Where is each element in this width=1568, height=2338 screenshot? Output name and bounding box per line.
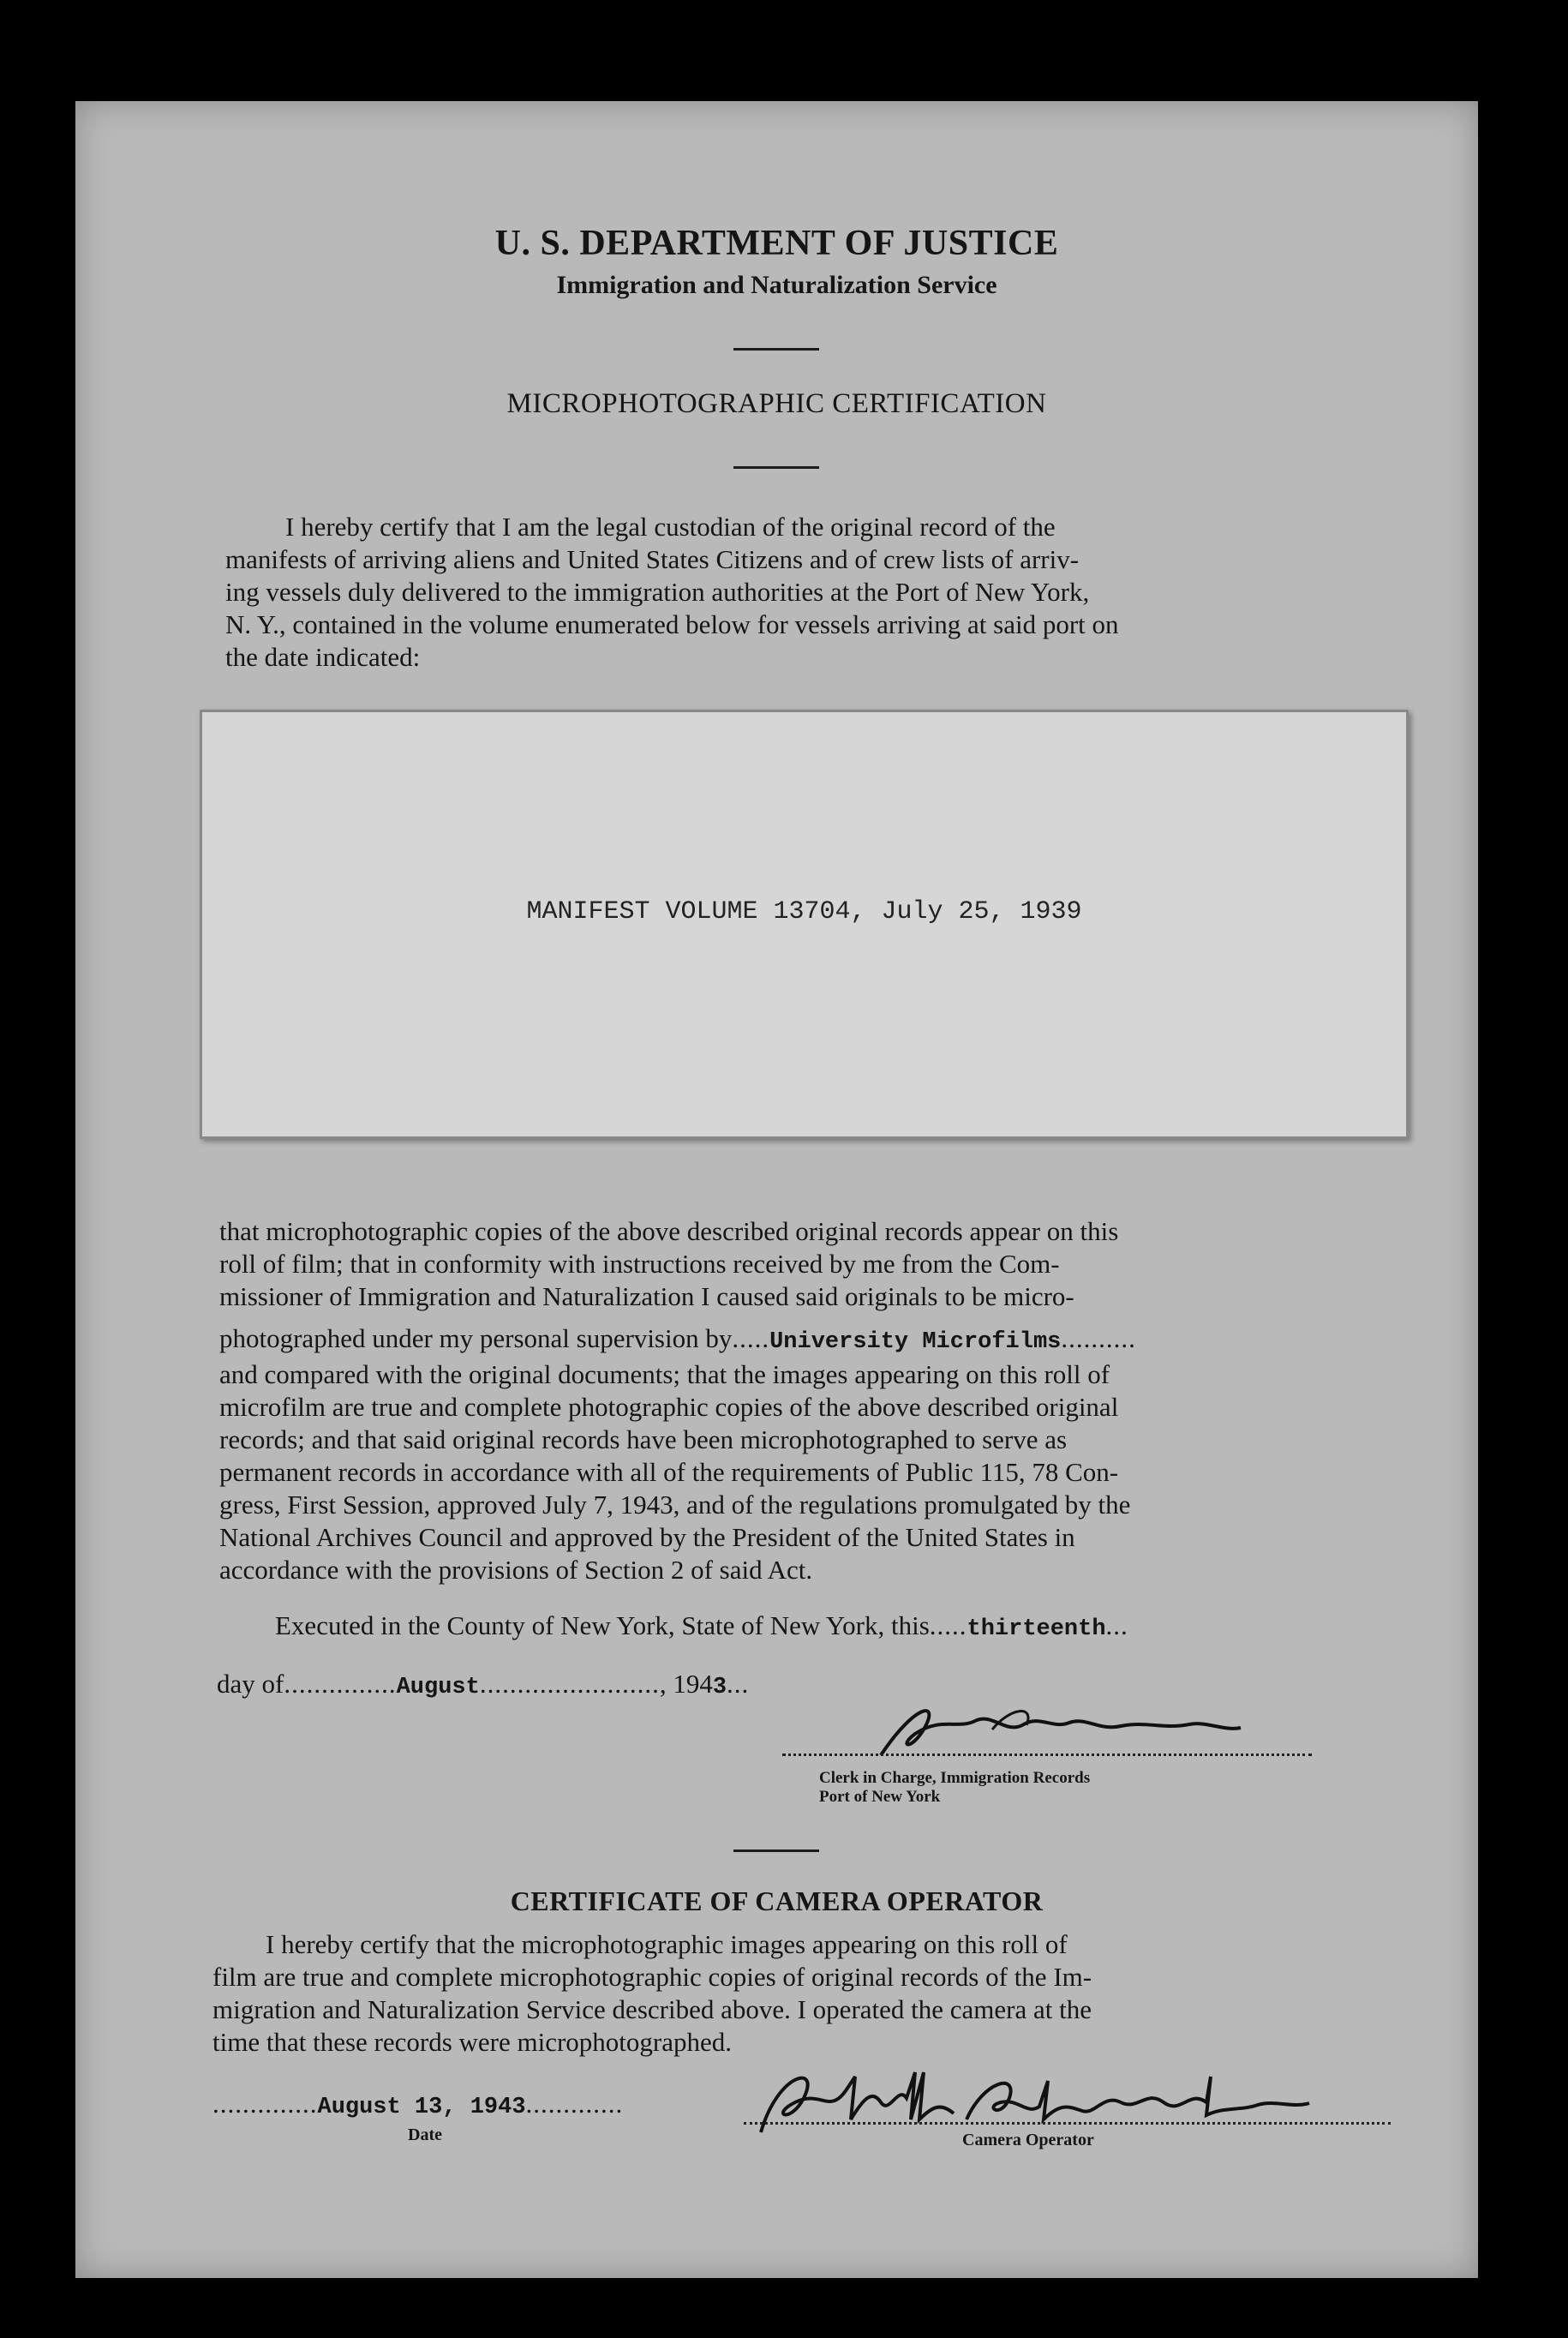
body-line: that microphotographic copies of the above described original records appear on this [219, 1216, 1119, 1246]
dot-leader: ........................ [479, 1669, 660, 1699]
supervision-prefix: photographed under my personal supervision by [219, 1323, 733, 1353]
day-of-label: day of [217, 1669, 284, 1699]
day-of-line [217, 1668, 749, 1704]
intro-line: I hereby certify that I am the legal custodian of the original record of the [285, 512, 1056, 542]
camera-line: film are true and complete microphotographic copies of original records of the Im- [212, 1962, 1092, 1992]
executed-year-digit: 3 [712, 1675, 727, 1700]
body-line: records; and that said original records have been microphotographed to serve as [219, 1424, 1068, 1454]
section-divider [733, 1849, 819, 1852]
camera-line: I hereby certify that the microphotographic images appearing on this roll of [266, 1929, 1068, 1959]
clerk-caption-line: Port of New York [819, 1788, 941, 1806]
clerk-signature-line [782, 1754, 1312, 1756]
form-title: MICROPHOTOGRAPHIC CERTIFICATION [506, 388, 1047, 419]
body-line: and compared with the original documents; that the images appearing on this roll of [219, 1359, 1110, 1389]
dot-leader: ..... [929, 1610, 967, 1640]
dot-leader: ... [727, 1669, 750, 1699]
manifest-volume-text: MANIFEST VOLUME 13704, July 25, 1939 [526, 897, 1082, 926]
body-line: gress, First Session, approved July 7, 1943, and of the regulations promulgated by the [219, 1490, 1131, 1520]
microfilm-company: University Microfilms [769, 1329, 1062, 1355]
executed-prefix: Executed in the County of New York, State of New York, this [275, 1610, 930, 1640]
manifest-volume-card [200, 710, 1409, 1139]
dot-leader: .............. [212, 2089, 318, 2119]
body-line: microfilm are true and complete photographic copies of the above described original [219, 1392, 1119, 1422]
body-line: missioner of Immigration and Naturalization I caused said originals to be micro- [219, 1281, 1074, 1311]
body-line: National Archives Council and approved by the President of the United States in [219, 1522, 1075, 1552]
body-line: permanent records in accordance with all of the requirements of Public 115, 78 Con- [219, 1457, 1119, 1487]
dot-leader: ..... [732, 1323, 770, 1353]
intro-line: ing vessels duly delivered to the immigration authorities at the Port of New York, [225, 577, 1090, 607]
camera-line: time that these records were microphotographed. [212, 2027, 732, 2057]
document-sheet [75, 101, 1478, 2278]
body-line: accordance with the provisions of Section 2 of said Act. [219, 1555, 813, 1585]
supervision-line [219, 1322, 1397, 1358]
intro-line: manifests of arriving aliens and United States Citizens and of crew lists of arriv- [225, 544, 1080, 574]
camera-certificate-paragraph [212, 1928, 1399, 2059]
body-paragraph-a [219, 1215, 1397, 1313]
body-paragraph-b [219, 1358, 1397, 1586]
intro-line: N. Y., contained in the volume enumerated below for vessels arriving at said port on [225, 609, 1119, 639]
camera-operator-label: Camera Operator [962, 2131, 1094, 2149]
executed-month: August [396, 1675, 480, 1700]
clerk-caption [819, 1769, 1090, 1807]
dot-leader: ............... [284, 1669, 397, 1699]
camera-line: migration and Naturalization Service described above. I operated the camera at the [212, 1994, 1092, 2024]
dot-leader: ... [1105, 1610, 1128, 1640]
service-heading: Immigration and Naturalization Service [556, 271, 997, 299]
date-label: Date [408, 2125, 442, 2144]
dot-leader: .......... [1061, 1323, 1136, 1353]
title-divider-top [733, 348, 819, 351]
intro-paragraph [225, 511, 1399, 674]
date-line [212, 2088, 623, 2124]
title-divider-bottom [733, 466, 819, 469]
body-line: roll of film; that in conformity with instructions received by me from the Com- [219, 1249, 1060, 1279]
year-prefix: , 194 [659, 1669, 713, 1699]
camera-certificate-title: CERTIFICATE OF CAMERA OPERATOR [510, 1885, 1044, 1916]
clerk-caption-line: Clerk in Charge, Immigration Records [819, 1769, 1091, 1787]
dot-leader: ............. [525, 2089, 624, 2119]
department-heading: U. S. DEPARTMENT OF JUSTICE [494, 224, 1059, 263]
certificate-date: August 13, 1943 [317, 2095, 526, 2120]
executed-line [275, 1610, 1128, 1646]
camera-operator-signature-line [744, 2122, 1391, 2125]
intro-line: the date indicated: [225, 642, 421, 672]
executed-day: thirteenth [967, 1616, 1106, 1642]
